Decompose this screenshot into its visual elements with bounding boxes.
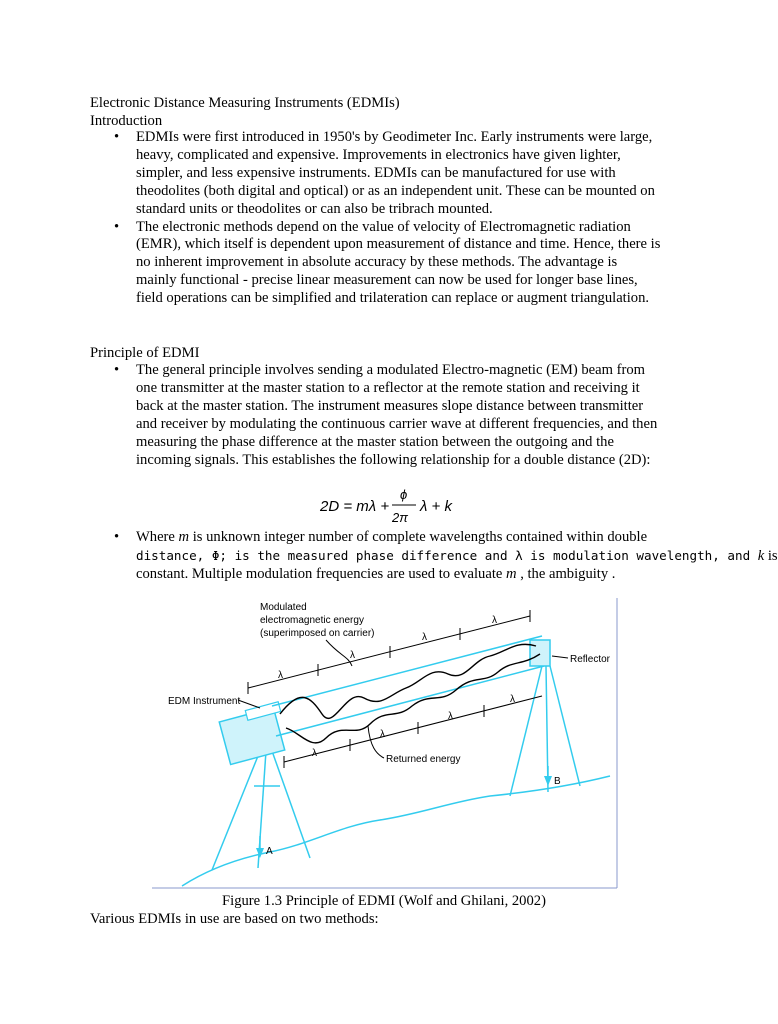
double-distance-formula [318, 486, 488, 526]
text-line: standard units or theodolites or can also be tribrach mounted. [136, 200, 493, 217]
label-modulated-line3: (superimposed on carrier) [260, 628, 375, 639]
plumb-bob-b [544, 776, 552, 786]
bullet-marker: • [114, 529, 120, 545]
section-title-principle: Principle of EDMI [90, 345, 200, 361]
text-line: one transmitter at the master station to a reflector at the remote station and receiving it [136, 379, 640, 396]
formula-lhs: 2D = mλ + [320, 498, 390, 515]
closing-line: Various EDMIs in use are based on two methods: [90, 911, 379, 927]
text-line: EDMIs were first introduced in 1950's by Geodimeter Inc. Early instruments were large, [136, 129, 653, 145]
section-title-introduction: Introduction [90, 113, 163, 129]
text-line: field operations can be simplified and trilateration can replace or augment triangulation. [136, 290, 650, 307]
text-line: mainly functional - precise linear measurement can now be used for longer base lines, [136, 272, 638, 289]
lambda-label: λ [350, 650, 355, 661]
label-point-b: B [554, 776, 561, 787]
where-bullet [90, 529, 778, 584]
formula-rhs: λ + k [420, 498, 452, 515]
lambda-label: λ [492, 615, 497, 626]
figure-caption: Figure 1.3 Principle of EDMI (Wolf and Ghilani, 2002) [222, 893, 546, 909]
text-line: (EMR), which itself is dependent upon measurement of distance and time. Hence, there is [136, 236, 661, 253]
bullet-marker: • [114, 129, 120, 145]
reflector [530, 640, 550, 666]
lambda-label: λ [278, 670, 283, 681]
label-edm-instrument: EDM Instrument [168, 696, 241, 707]
document-heading: Electronic Distance Measuring Instruments (EDMIs) [90, 95, 400, 111]
principle-bullet [90, 362, 690, 469]
text-line: constant. Multiple modulation frequencies are used to evaluate m , the ambiguity . [136, 565, 616, 582]
label-point-a: A [266, 846, 273, 857]
text-line: back at the master station. The instrument measures slope distance between transmitter [136, 397, 644, 414]
text-line: simpler, and less expensive instruments. EDMIs can be manufactured for use with [136, 164, 616, 181]
text-line: no inherent improvement in absolute accuracy by these methods. The advantage is [136, 254, 618, 271]
returned-wave [286, 654, 540, 743]
where-bullet-list [90, 529, 778, 584]
reflector-leader [552, 656, 568, 658]
intro-bullet-2 [90, 219, 690, 309]
lambda-label: λ [422, 632, 427, 643]
lambda-label: λ [312, 748, 317, 759]
text-line: measuring the phase difference at the master station between the outgoing and the [136, 433, 614, 450]
label-returned-energy: Returned energy [386, 754, 461, 765]
intro-bullet-1 [90, 129, 690, 219]
intro-bullet-list [90, 129, 690, 308]
formula-numerator: ϕ [400, 487, 408, 502]
text-line: theodolites (both digital and optical) or as an independent unit. These can be mounted on [136, 182, 655, 199]
edmi-principle-diagram [150, 596, 620, 891]
principle-bullet-list [90, 362, 690, 469]
lambda-label: λ [448, 711, 453, 722]
label-reflector: Reflector [570, 654, 611, 665]
text-line: The electronic methods depend on the value of velocity of Electromagnetic radiation [136, 218, 631, 235]
text-line: The general principle involves sending a modulated Electro-magnetic (EM) beam from [136, 362, 645, 378]
label-modulated-line1: Modulated [260, 602, 307, 613]
ground-line [182, 776, 610, 886]
text-line: incoming signals. This establishes the following relationship for a double distance (2D): [136, 451, 651, 468]
lambda-label: λ [380, 729, 385, 740]
text-line: Where m is unknown integer number of complete wavelengths contained within double [136, 529, 648, 545]
formula-denominator: 2π [392, 510, 408, 525]
edm-leader [238, 700, 260, 708]
bullet-marker: • [114, 362, 120, 378]
edm-instrument-body [219, 702, 284, 765]
lambda-label: λ [510, 694, 515, 705]
bullet-marker: • [114, 218, 120, 235]
text-line: distance, Φ; is the measured phase difference and λ is modulation wavelength, and k is [136, 547, 778, 564]
label-modulated-line2: electromagnetic energy [260, 615, 364, 626]
text-line: and receiver by modulating the continuous carrier wave at different frequencies, and then [136, 415, 658, 432]
text-line: heavy, complicated and expensive. Improvements in electronics have given lighter, [136, 146, 621, 163]
